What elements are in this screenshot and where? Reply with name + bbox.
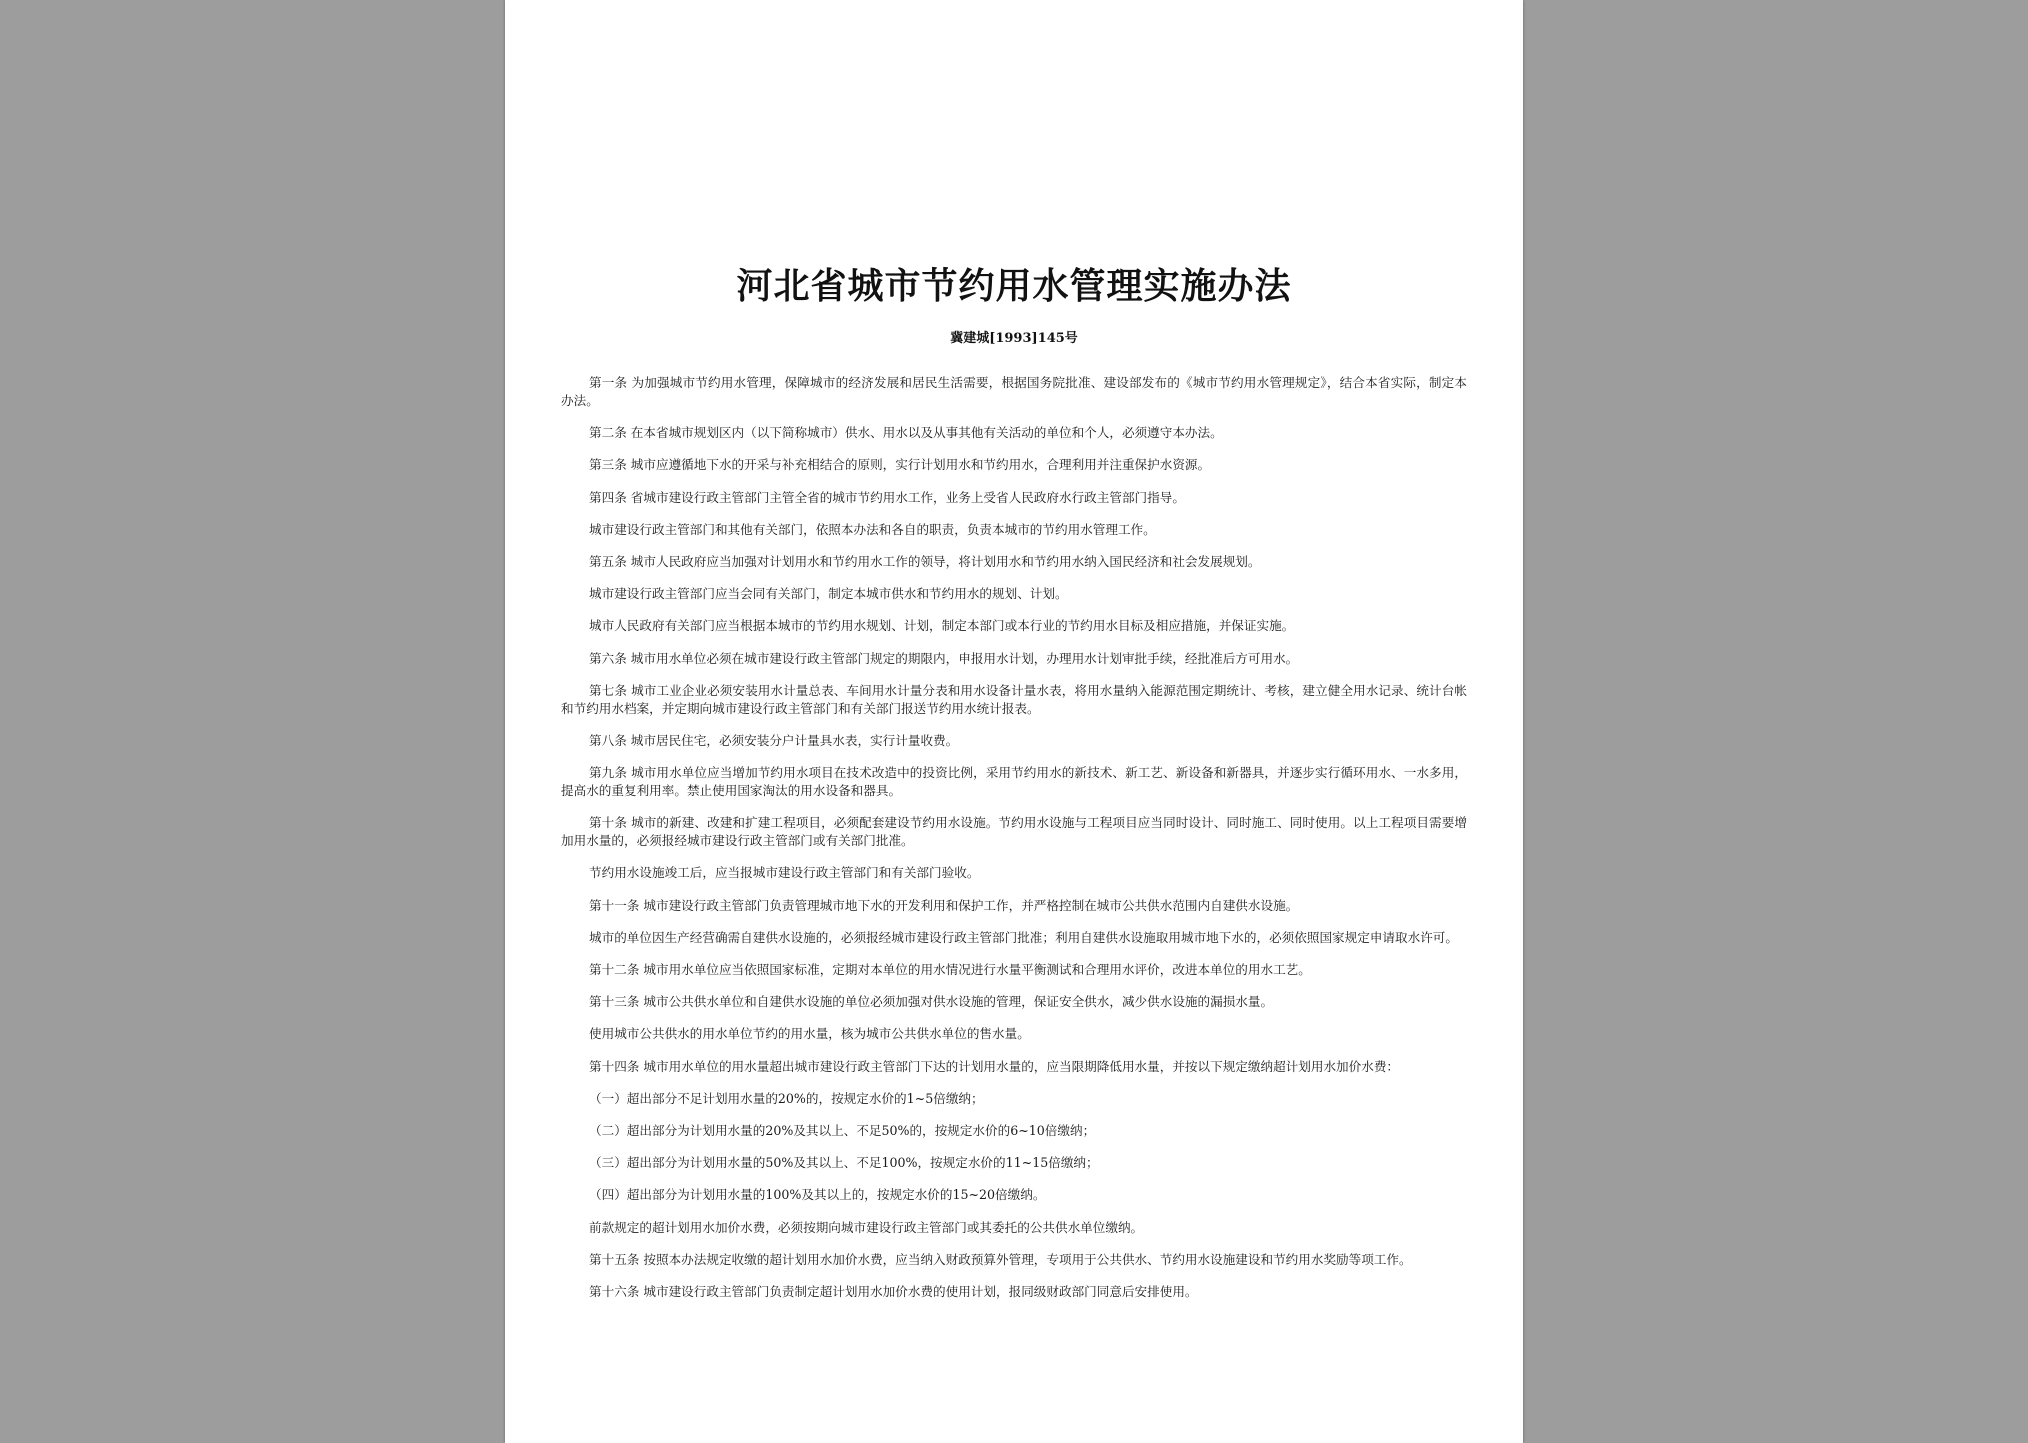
page-content: [561, 262, 1467, 1315]
paragraph: 第一条 为加强城市节约用水管理，保障城市的经济发展和居民生活需要，根据国务院批准、建设部发布的《城市节约用水管理规定》，结合本省实际，制定本办法。: [561, 375, 1467, 408]
paragraph: （三）超出部分为计划用水量的50%及其以上、不足100%，按规定水价的11~15倍缴纳；: [589, 1155, 1099, 1171]
paragraph: 前款规定的超计划用水加价水费，必须按期向城市建设行政主管部门或其委托的公共供水单位缴纳。: [589, 1219, 1144, 1235]
paragraph: 使用城市公共供水的用水单位节约的用水量，核为城市公共供水单位的售水量。: [589, 1026, 1030, 1042]
paragraph: 城市建设行政主管部门和其他有关部门，依照本办法和各自的职责，负责本城市的节约用水管理工作。: [589, 521, 1156, 537]
document-number: 冀建城[1993]145号: [950, 331, 1078, 346]
paragraph-list: [561, 374, 1467, 1301]
paragraph: 城市的单位因生产经营确需自建供水设施的，必须报经城市建设行政主管部门批准；利用自建供水设施取用城市地下水的，必须依照国家规定申请取水许可。: [589, 929, 1458, 945]
paragraph: 第十五条 按照本办法规定收缴的超计划用水加价水费，应当纳入财政预算外管理，专项用于公共供水、节约用水设施建设和节约用水奖励等项工作。: [589, 1251, 1412, 1267]
paragraph: （二）超出部分为计划用水量的20%及其以上、不足50%的，按规定水价的6~10倍缴纳；: [589, 1122, 1096, 1138]
document-page: [505, 0, 1523, 1443]
paragraph: 城市建设行政主管部门应当会同有关部门，制定本城市供水和节约用水的规划、计划。: [589, 586, 1068, 602]
document-title: 河北省城市节约用水管理实施办法: [736, 266, 1292, 307]
paragraph: 第六条 城市用水单位必须在城市建设行政主管部门规定的期限内，申报用水计划，办理用水计划审批手续，经批准后方可用水。: [589, 650, 1299, 666]
paragraph: 第八条 城市居民住宅，必须安装分户计量具水表，实行计量收费。: [589, 732, 959, 748]
paragraph: 第十条 城市的新建、改建和扩建工程项目，必须配套建设节约用水设施。节约用水设施与工程项目应当同时设计、同时施工、同时使用。以上工程项目需要增加用水量的，必须报经城市建设行政主管部门或有关部门批准。: [561, 815, 1467, 849]
paragraph: （四）超出部分为计划用水量的100%及其以上的，按规定水价的15~20倍缴纳。: [589, 1187, 1046, 1203]
paragraph: 第五条 城市人民政府应当加强对计划用水和节约用水工作的领导，将计划用水和节约用水纳入国民经济和社会发展规划。: [589, 553, 1261, 569]
paragraph: 第三条 城市应遵循地下水的开采与补充相结合的原则，实行计划用水和节约用水，合理利用并注重保护水资源。: [589, 457, 1211, 473]
paragraph: 第十四条 城市用水单位的用水量超出城市建设行政主管部门下达的计划用水量的，应当限期降低用水量，并按以下规定缴纳超计划用水加价水费：: [589, 1058, 1400, 1074]
paragraph: 第十六条 城市建设行政主管部门负责制定超计划用水加价水费的使用计划，报同级财政部门同意后安排使用。: [589, 1283, 1198, 1299]
paragraph: 城市人民政府有关部门应当根据本城市的节约用水规划、计划，制定本部门或本行业的节约用水目标及相应措施，并保证实施。: [589, 618, 1295, 634]
paragraph: 节约用水设施竣工后，应当报城市建设行政主管部门和有关部门验收。: [589, 865, 980, 881]
paragraph: 第二条 在本省城市规划区内（以下简称城市）供水、用水以及从事其他有关活动的单位和个人，必须遵守本办法。: [589, 425, 1223, 441]
paragraph: 第四条 省城市建设行政主管部门主管全省的城市节约用水工作，业务上受省人民政府水行政主管部门指导。: [589, 489, 1185, 505]
paragraph: 第十三条 城市公共供水单位和自建供水设施的单位必须加强对供水设施的管理，保证安全供水，减少供水设施的漏损水量。: [589, 994, 1274, 1010]
paragraph: 第九条 城市用水单位应当增加节约用水项目在技术改造中的投资比例，采用节约用水的新技术、新工艺、新设备和新器具，并逐步实行循环用水、一水多用，提高水的重复利用率。禁止使用国家淘汰的用水设备和器具。: [561, 765, 1467, 799]
paragraph: 第十一条 城市建设行政主管部门负责管理城市地下水的开发利用和保护工作，并严格控制在城市公共供水范围内自建供水设施。: [589, 897, 1299, 913]
paragraph: 第十二条 城市用水单位应当依照国家标准，定期对本单位的用水情况进行水量平衡测试和合理用水评价，改进本单位的用水工艺。: [589, 962, 1311, 977]
paragraph: 第七条 城市工业企业必须安装用水计量总表、车间用水计量分表和用水设备计量水表，将用水量纳入能源范围定期统计、考核，建立健全用水记录、统计台帐和节约用水档案，并定期向城市建设行政主管部门和有关部门报送节约用水统计报表。: [561, 682, 1467, 716]
paragraph: （一）超出部分不足计划用水量的20%的，按规定水价的1~5倍缴纳；: [589, 1090, 984, 1106]
